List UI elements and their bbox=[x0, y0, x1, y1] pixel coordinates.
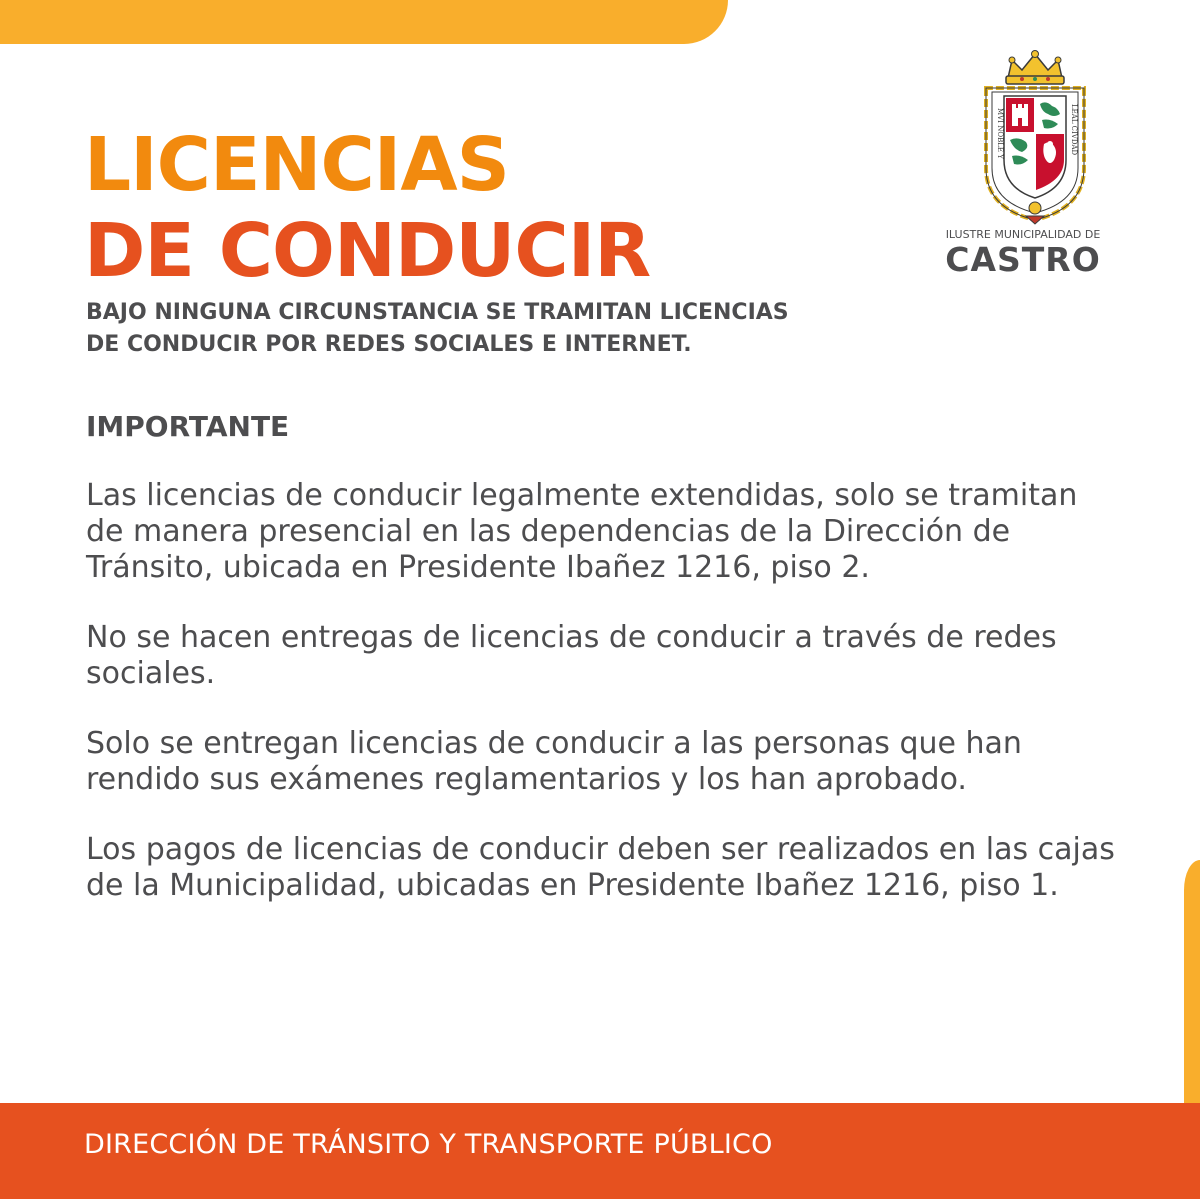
warning-line-2: DE CONDUCIR POR REDES SOCIALES E INTERNET. bbox=[86, 332, 692, 357]
svg-text:MVI NOBLE Y: MVI NOBLE Y bbox=[996, 108, 1004, 159]
shield-icon bbox=[1004, 96, 1066, 198]
logo-name: CASTRO bbox=[945, 240, 1101, 279]
paragraph-4: Los pagos de licencias de conducir deben ser realizados en las cajas de la Municipalidad, ubicadas en Presidente Ibañez 1216, piso 1. bbox=[86, 832, 1115, 903]
castro-coat-of-arms-logo bbox=[960, 48, 1110, 226]
paragraph-2: No se hacen entregas de licencias de conducir a través de redes sociales. bbox=[86, 620, 1057, 691]
warning-line-1: BAJO NINGUNA CIRCUNSTANCIA SE TRAMITAN LICENCIAS bbox=[86, 300, 789, 325]
right-decorative-band bbox=[1184, 860, 1200, 1120]
footer-text: DIRECCIÓN DE TRÁNSITO Y TRANSPORTE PÚBLICO bbox=[84, 1129, 773, 1160]
crown-icon bbox=[1006, 51, 1064, 85]
paragraph-3: Solo se entregan licencias de conducir a las personas que han rendido sus exámenes reglamentarios y los han aprobado. bbox=[86, 726, 1022, 797]
info-paragraphs bbox=[86, 478, 1116, 938]
svg-text:LEAL CIVDAD: LEAL CIVDAD bbox=[1070, 104, 1078, 156]
title-line-1: LICENCIAS bbox=[84, 122, 509, 208]
logo-caption: ILUSTRE MUNICIPALIDAD DE bbox=[945, 228, 1101, 241]
top-decorative-band bbox=[0, 0, 728, 44]
title-line-2: DE CONDUCIR bbox=[84, 208, 651, 294]
paragraph-1: Las licencias de conducir legalmente extendidas, solo se tramitan de manera presencial en las dependencias de la Dirección de Tránsito, ubicada en Presidente Ibañez 1216, piso 2. bbox=[86, 478, 1078, 585]
important-heading: IMPORTANTE bbox=[86, 410, 290, 443]
page-title bbox=[84, 122, 650, 294]
warning-notice bbox=[86, 297, 986, 361]
